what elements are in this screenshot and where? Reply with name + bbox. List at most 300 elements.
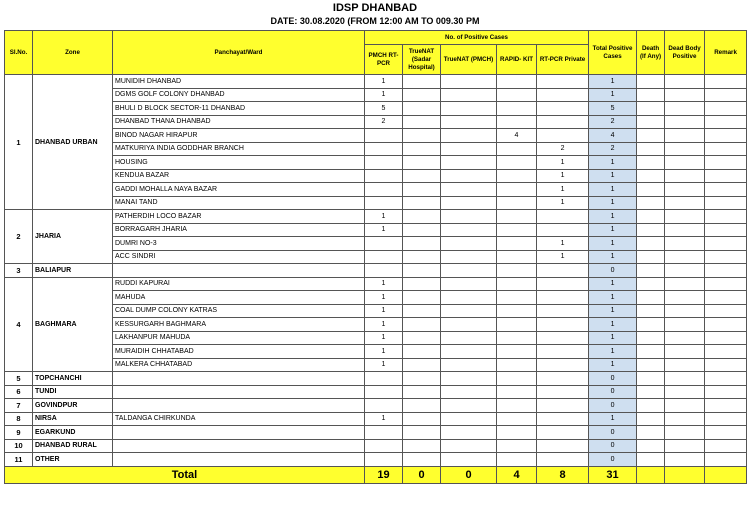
cell-truenat-pmch bbox=[441, 439, 497, 453]
cell-rtpcr-private: 1 bbox=[537, 156, 589, 170]
cell-rapid-kit bbox=[497, 412, 537, 426]
cell-total-positive: 0 bbox=[589, 372, 637, 386]
cell-truenat-pmch bbox=[441, 345, 497, 359]
cell-rapid-kit bbox=[497, 210, 537, 224]
cell-dead-body bbox=[665, 318, 705, 332]
cell-rtpcr-private: 1 bbox=[537, 250, 589, 264]
cell-total-positive: 1 bbox=[589, 237, 637, 251]
cell-total-positive: 5 bbox=[589, 102, 637, 116]
cell-truenat-pmch bbox=[441, 399, 497, 413]
cell-truenat-pmch bbox=[441, 142, 497, 156]
cell-truenat-sadar bbox=[403, 75, 441, 89]
total-positive: 31 bbox=[589, 466, 637, 483]
cell-truenat-pmch bbox=[441, 453, 497, 467]
cell-truenat-sadar bbox=[403, 331, 441, 345]
cell-pmch: 1 bbox=[365, 304, 403, 318]
total-truenat-pmch: 0 bbox=[441, 466, 497, 483]
zone-name: NIRSA bbox=[33, 412, 113, 426]
table-row bbox=[5, 129, 747, 143]
panchayat-name bbox=[113, 439, 365, 453]
cell-rapid-kit bbox=[497, 250, 537, 264]
cell-pmch bbox=[365, 129, 403, 143]
cell-death bbox=[637, 129, 665, 143]
cell-rapid-kit bbox=[497, 426, 537, 440]
cell-remark bbox=[705, 115, 747, 129]
total-row bbox=[5, 466, 747, 483]
cell-total-positive: 1 bbox=[589, 331, 637, 345]
cell-death bbox=[637, 385, 665, 399]
cell-rapid-kit bbox=[497, 88, 537, 102]
cell-death bbox=[637, 358, 665, 372]
panchayat-name: HOUSING bbox=[113, 156, 365, 170]
cell-truenat-sadar bbox=[403, 115, 441, 129]
cell-pmch bbox=[365, 264, 403, 278]
zone-serial: 8 bbox=[5, 412, 33, 426]
col-header-rtpcr-private: RT-PCR Private bbox=[537, 45, 589, 75]
cell-remark bbox=[705, 129, 747, 143]
cell-total-positive: 1 bbox=[589, 156, 637, 170]
cell-death bbox=[637, 345, 665, 359]
cell-remark bbox=[705, 331, 747, 345]
cell-death bbox=[637, 237, 665, 251]
cell-rtpcr-private bbox=[537, 304, 589, 318]
col-header-zone: Zone bbox=[33, 31, 113, 75]
panchayat-name: MATKURIYA INDIA GODDHAR BRANCH bbox=[113, 142, 365, 156]
cell-total-positive: 1 bbox=[589, 88, 637, 102]
total-remark bbox=[705, 466, 747, 483]
cell-pmch: 1 bbox=[365, 210, 403, 224]
cell-pmch bbox=[365, 156, 403, 170]
cell-total-positive: 0 bbox=[589, 399, 637, 413]
panchayat-name: MURAIDIH CHHATABAD bbox=[113, 345, 365, 359]
cell-rtpcr-private bbox=[537, 331, 589, 345]
cell-total-positive: 1 bbox=[589, 358, 637, 372]
cell-remark bbox=[705, 426, 747, 440]
zone-name: GOVINDPUR bbox=[33, 399, 113, 413]
cell-pmch: 1 bbox=[365, 358, 403, 372]
table-row bbox=[5, 102, 747, 116]
cell-death bbox=[637, 453, 665, 467]
cell-remark bbox=[705, 183, 747, 197]
cell-truenat-pmch bbox=[441, 304, 497, 318]
zone-name: BAGHMARA bbox=[33, 277, 113, 372]
cell-remark bbox=[705, 439, 747, 453]
col-header-total-positive: Total Positive Cases bbox=[589, 31, 637, 75]
cell-truenat-sadar bbox=[403, 277, 441, 291]
cell-rtpcr-private: 1 bbox=[537, 237, 589, 251]
cell-total-positive: 0 bbox=[589, 453, 637, 467]
zone-serial: 7 bbox=[5, 399, 33, 413]
cell-truenat-pmch bbox=[441, 183, 497, 197]
cell-pmch bbox=[365, 453, 403, 467]
cell-total-positive: 1 bbox=[589, 250, 637, 264]
cell-death bbox=[637, 169, 665, 183]
cell-pmch: 1 bbox=[365, 318, 403, 332]
cell-dead-body bbox=[665, 453, 705, 467]
cell-rtpcr-private bbox=[537, 88, 589, 102]
cell-dead-body bbox=[665, 115, 705, 129]
cell-remark bbox=[705, 453, 747, 467]
cell-truenat-pmch bbox=[441, 372, 497, 386]
cell-total-positive: 2 bbox=[589, 115, 637, 129]
table-row bbox=[5, 331, 747, 345]
cell-pmch bbox=[365, 169, 403, 183]
cell-remark bbox=[705, 385, 747, 399]
cell-rapid-kit bbox=[497, 372, 537, 386]
table-row bbox=[5, 318, 747, 332]
cell-total-positive: 1 bbox=[589, 75, 637, 89]
table-row bbox=[5, 304, 747, 318]
cell-truenat-sadar bbox=[403, 439, 441, 453]
cell-dead-body bbox=[665, 169, 705, 183]
table-row bbox=[5, 115, 747, 129]
cell-dead-body bbox=[665, 102, 705, 116]
cell-pmch bbox=[365, 250, 403, 264]
col-header-panchayat: Panchayat/Ward bbox=[113, 31, 365, 75]
cell-death bbox=[637, 196, 665, 210]
cell-truenat-sadar bbox=[403, 210, 441, 224]
cell-pmch: 1 bbox=[365, 88, 403, 102]
panchayat-name: MUNIDIH DHANBAD bbox=[113, 75, 365, 89]
cell-total-positive: 1 bbox=[589, 196, 637, 210]
cell-remark bbox=[705, 223, 747, 237]
cell-pmch: 1 bbox=[365, 75, 403, 89]
cell-total-positive: 0 bbox=[589, 426, 637, 440]
cell-rtpcr-private bbox=[537, 426, 589, 440]
cell-death bbox=[637, 399, 665, 413]
cell-dead-body bbox=[665, 291, 705, 305]
cell-truenat-sadar bbox=[403, 304, 441, 318]
cell-dead-body bbox=[665, 156, 705, 170]
cell-death bbox=[637, 142, 665, 156]
cell-death bbox=[637, 264, 665, 278]
cell-truenat-pmch bbox=[441, 210, 497, 224]
table-row bbox=[5, 210, 747, 224]
cell-rtpcr-private bbox=[537, 439, 589, 453]
table-body bbox=[5, 75, 747, 467]
cell-truenat-sadar bbox=[403, 345, 441, 359]
cell-rtpcr-private bbox=[537, 129, 589, 143]
cell-pmch: 1 bbox=[365, 412, 403, 426]
cell-pmch: 5 bbox=[365, 102, 403, 116]
total-label: Total bbox=[5, 466, 365, 483]
cell-remark bbox=[705, 264, 747, 278]
zone-serial: 10 bbox=[5, 439, 33, 453]
cell-dead-body bbox=[665, 183, 705, 197]
cell-remark bbox=[705, 156, 747, 170]
report-title: IDSP DHANBAD bbox=[332, 2, 418, 14]
cell-death bbox=[637, 75, 665, 89]
cell-rapid-kit bbox=[497, 142, 537, 156]
zone-name: EGARKUND bbox=[33, 426, 113, 440]
cell-death bbox=[637, 412, 665, 426]
cell-truenat-pmch bbox=[441, 156, 497, 170]
panchayat-name: COAL DUMP COLONY KATRAS bbox=[113, 304, 365, 318]
cell-rapid-kit bbox=[497, 304, 537, 318]
cell-truenat-pmch bbox=[441, 331, 497, 345]
cell-remark bbox=[705, 345, 747, 359]
table-row bbox=[5, 291, 747, 305]
panchayat-name bbox=[113, 426, 365, 440]
cell-rtpcr-private bbox=[537, 318, 589, 332]
cell-death bbox=[637, 426, 665, 440]
cell-total-positive: 1 bbox=[589, 210, 637, 224]
cell-dead-body bbox=[665, 142, 705, 156]
cell-pmch bbox=[365, 237, 403, 251]
cell-remark bbox=[705, 291, 747, 305]
cell-rtpcr-private bbox=[537, 75, 589, 89]
cell-death bbox=[637, 372, 665, 386]
cell-rtpcr-private bbox=[537, 385, 589, 399]
cell-truenat-sadar bbox=[403, 223, 441, 237]
cell-truenat-sadar bbox=[403, 372, 441, 386]
cell-truenat-pmch bbox=[441, 169, 497, 183]
cell-rtpcr-private: 1 bbox=[537, 196, 589, 210]
cell-dead-body bbox=[665, 345, 705, 359]
cell-truenat-sadar bbox=[403, 412, 441, 426]
cell-total-positive: 0 bbox=[589, 385, 637, 399]
table-row bbox=[5, 223, 747, 237]
cell-remark bbox=[705, 277, 747, 291]
cell-truenat-pmch bbox=[441, 426, 497, 440]
cell-truenat-pmch bbox=[441, 277, 497, 291]
table-row bbox=[5, 183, 747, 197]
cell-pmch bbox=[365, 439, 403, 453]
cell-rtpcr-private bbox=[537, 412, 589, 426]
zone-name: DHANBAD RURAL bbox=[33, 439, 113, 453]
zone-serial: 4 bbox=[5, 277, 33, 372]
cell-dead-body bbox=[665, 88, 705, 102]
cell-truenat-sadar bbox=[403, 88, 441, 102]
cell-rtpcr-private bbox=[537, 102, 589, 116]
cell-death bbox=[637, 210, 665, 224]
cell-total-positive: 1 bbox=[589, 291, 637, 305]
col-header-truenat-sadar: TrueNAT (Sadar Hospital) bbox=[403, 45, 441, 75]
panchayat-name: MAHUDA bbox=[113, 291, 365, 305]
table-row bbox=[5, 169, 747, 183]
cell-remark bbox=[705, 196, 747, 210]
panchayat-name bbox=[113, 264, 365, 278]
cell-pmch bbox=[365, 372, 403, 386]
cell-dead-body bbox=[665, 75, 705, 89]
cell-remark bbox=[705, 102, 747, 116]
panchayat-name: TALDANGA CHIRKUNDA bbox=[113, 412, 365, 426]
table-row bbox=[5, 439, 747, 453]
cell-death bbox=[637, 318, 665, 332]
cell-rtpcr-private: 2 bbox=[537, 142, 589, 156]
zone-serial: 11 bbox=[5, 453, 33, 467]
cell-dead-body bbox=[665, 358, 705, 372]
cell-pmch bbox=[365, 142, 403, 156]
cell-death bbox=[637, 250, 665, 264]
table-row bbox=[5, 88, 747, 102]
panchayat-name: KESSURGARH BAGHMARA bbox=[113, 318, 365, 332]
zone-name: JHARIA bbox=[33, 210, 113, 264]
cell-rtpcr-private bbox=[537, 372, 589, 386]
panchayat-name bbox=[113, 385, 365, 399]
cell-truenat-sadar bbox=[403, 318, 441, 332]
cell-dead-body bbox=[665, 385, 705, 399]
cell-death bbox=[637, 439, 665, 453]
cell-rtpcr-private bbox=[537, 291, 589, 305]
cell-truenat-sadar bbox=[403, 385, 441, 399]
cell-truenat-pmch bbox=[441, 358, 497, 372]
zone-serial: 3 bbox=[5, 264, 33, 278]
panchayat-name: MALKERA CHHATABAD bbox=[113, 358, 365, 372]
cell-dead-body bbox=[665, 304, 705, 318]
cell-truenat-sadar bbox=[403, 183, 441, 197]
cell-remark bbox=[705, 75, 747, 89]
cell-rapid-kit bbox=[497, 318, 537, 332]
cell-dead-body bbox=[665, 237, 705, 251]
cell-truenat-pmch bbox=[441, 196, 497, 210]
cell-pmch bbox=[365, 183, 403, 197]
cell-death bbox=[637, 183, 665, 197]
cell-rapid-kit bbox=[497, 264, 537, 278]
table-row bbox=[5, 237, 747, 251]
cell-pmch: 1 bbox=[365, 277, 403, 291]
cell-rapid-kit bbox=[497, 439, 537, 453]
cell-dead-body bbox=[665, 210, 705, 224]
col-header-dead-body: Dead Body Positive bbox=[665, 31, 705, 75]
cell-total-positive: 1 bbox=[589, 318, 637, 332]
zone-name: TOPCHANCHI bbox=[33, 372, 113, 386]
cell-truenat-sadar bbox=[403, 169, 441, 183]
cell-truenat-sadar bbox=[403, 129, 441, 143]
cell-rapid-kit bbox=[497, 169, 537, 183]
cell-truenat-sadar bbox=[403, 237, 441, 251]
panchayat-name bbox=[113, 399, 365, 413]
col-header-remark: Remark bbox=[705, 31, 747, 75]
panchayat-name: BINOD NAGAR HIRAPUR bbox=[113, 129, 365, 143]
panchayat-name: GADDI MOHALLA NAYA BAZAR bbox=[113, 183, 365, 197]
cell-remark bbox=[705, 412, 747, 426]
cell-truenat-sadar bbox=[403, 250, 441, 264]
cell-rapid-kit bbox=[497, 291, 537, 305]
table-row bbox=[5, 385, 747, 399]
cell-rapid-kit bbox=[497, 358, 537, 372]
cell-truenat-pmch bbox=[441, 75, 497, 89]
cell-remark bbox=[705, 304, 747, 318]
zone-serial: 6 bbox=[5, 385, 33, 399]
cell-truenat-pmch bbox=[441, 129, 497, 143]
zone-serial: 9 bbox=[5, 426, 33, 440]
cell-total-positive: 1 bbox=[589, 183, 637, 197]
cell-death bbox=[637, 223, 665, 237]
cell-rtpcr-private bbox=[537, 223, 589, 237]
panchayat-name: DUMRI NO-3 bbox=[113, 237, 365, 251]
cell-pmch bbox=[365, 196, 403, 210]
cell-death bbox=[637, 88, 665, 102]
cell-dead-body bbox=[665, 277, 705, 291]
panchayat-name: PATHERDIH LOCO BAZAR bbox=[113, 210, 365, 224]
cell-rapid-kit bbox=[497, 102, 537, 116]
cell-truenat-pmch bbox=[441, 318, 497, 332]
cell-truenat-sadar bbox=[403, 453, 441, 467]
cell-truenat-sadar bbox=[403, 142, 441, 156]
zone-name: DHANBAD URBAN bbox=[33, 75, 113, 210]
cell-dead-body bbox=[665, 129, 705, 143]
cell-dead-body bbox=[665, 264, 705, 278]
cell-total-positive: 1 bbox=[589, 277, 637, 291]
cell-death bbox=[637, 277, 665, 291]
total-pmch: 19 bbox=[365, 466, 403, 483]
cell-dead-body bbox=[665, 412, 705, 426]
panchayat-name: ACC SINDRI bbox=[113, 250, 365, 264]
panchayat-name: DHANBAD THANA DHANBAD bbox=[113, 115, 365, 129]
panchayat-name: BORRAGARH JHARIA bbox=[113, 223, 365, 237]
col-header-pmch: PMCH RT-PCR bbox=[365, 45, 403, 75]
cell-rapid-kit bbox=[497, 385, 537, 399]
cell-remark bbox=[705, 142, 747, 156]
cell-remark bbox=[705, 250, 747, 264]
cell-truenat-pmch bbox=[441, 264, 497, 278]
total-death bbox=[637, 466, 665, 483]
col-header-rapid-kit: RAPID- KIT bbox=[497, 45, 537, 75]
cell-rtpcr-private: 1 bbox=[537, 183, 589, 197]
cell-dead-body bbox=[665, 250, 705, 264]
cell-death bbox=[637, 304, 665, 318]
cell-total-positive: 4 bbox=[589, 129, 637, 143]
cell-truenat-pmch bbox=[441, 223, 497, 237]
panchayat-name: BHULI D BLOCK SECTOR-11 DHANBAD bbox=[113, 102, 365, 116]
cell-total-positive: 2 bbox=[589, 142, 637, 156]
total-dead-body bbox=[665, 466, 705, 483]
cell-rapid-kit bbox=[497, 331, 537, 345]
cell-remark bbox=[705, 399, 747, 413]
cell-rapid-kit bbox=[497, 196, 537, 210]
panchayat-name: MANAI TAND bbox=[113, 196, 365, 210]
cell-truenat-sadar bbox=[403, 358, 441, 372]
table-row bbox=[5, 264, 747, 278]
cell-death bbox=[637, 331, 665, 345]
col-header-truenat-pmch: TrueNAT (PMCH) bbox=[441, 45, 497, 75]
total-rapid-kit: 4 bbox=[497, 466, 537, 483]
cell-truenat-pmch bbox=[441, 291, 497, 305]
cell-rapid-kit bbox=[497, 277, 537, 291]
table-row bbox=[5, 142, 747, 156]
zone-name: OTHER bbox=[33, 453, 113, 467]
zone-serial: 5 bbox=[5, 372, 33, 386]
panchayat-name: RUDDI KAPURAI bbox=[113, 277, 365, 291]
cell-death bbox=[637, 156, 665, 170]
cell-rtpcr-private bbox=[537, 210, 589, 224]
cell-total-positive: 0 bbox=[589, 264, 637, 278]
cell-truenat-pmch bbox=[441, 237, 497, 251]
cell-truenat-pmch bbox=[441, 250, 497, 264]
cell-remark bbox=[705, 358, 747, 372]
cell-truenat-pmch bbox=[441, 115, 497, 129]
cell-death bbox=[637, 291, 665, 305]
cell-total-positive: 1 bbox=[589, 169, 637, 183]
cell-rtpcr-private bbox=[537, 399, 589, 413]
panchayat-name: KENDUA BAZAR bbox=[113, 169, 365, 183]
table-row bbox=[5, 358, 747, 372]
cell-rtpcr-private bbox=[537, 345, 589, 359]
table-row bbox=[5, 277, 747, 291]
col-header-death: Death (If Any) bbox=[637, 31, 665, 75]
cell-pmch: 1 bbox=[365, 291, 403, 305]
table-row bbox=[5, 399, 747, 413]
cell-rapid-kit bbox=[497, 115, 537, 129]
cell-rapid-kit bbox=[497, 345, 537, 359]
cell-truenat-sadar bbox=[403, 264, 441, 278]
cell-truenat-sadar bbox=[403, 426, 441, 440]
cell-truenat-pmch bbox=[441, 412, 497, 426]
zone-serial: 1 bbox=[5, 75, 33, 210]
cell-remark bbox=[705, 169, 747, 183]
cell-pmch: 1 bbox=[365, 331, 403, 345]
